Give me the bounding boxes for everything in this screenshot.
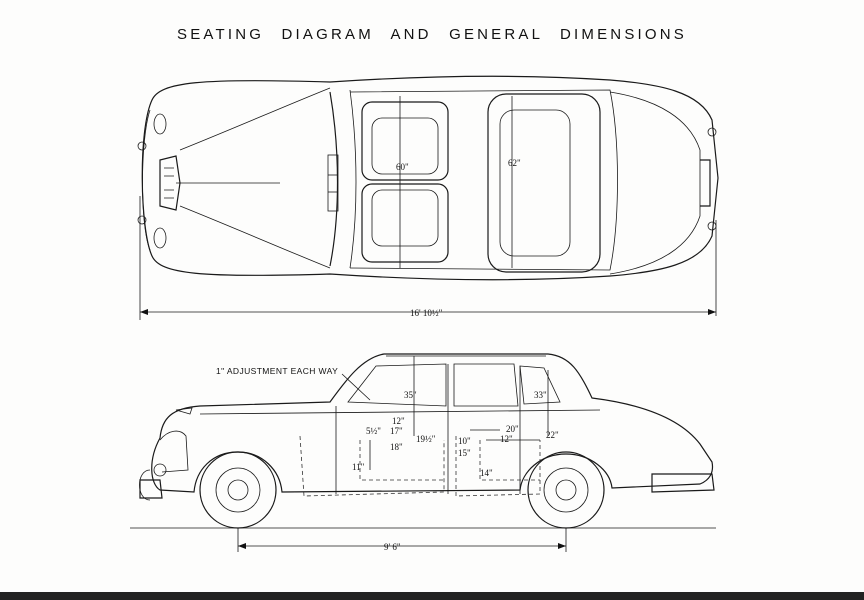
- dim-22: 22": [546, 430, 559, 440]
- wheelbase-dim: 9' 6": [384, 542, 401, 552]
- dim-20: 20": [506, 424, 519, 434]
- top-view-car: [138, 76, 718, 279]
- dim-12: 12": [392, 416, 405, 426]
- overall-length-dimension: [140, 196, 716, 320]
- adjustment-annotation: 1" ADJUSTMENT EACH WAY: [216, 366, 339, 376]
- headroom-front-dim: 35": [404, 390, 417, 400]
- rear-seat-width-dim: 62": [508, 158, 521, 168]
- dim-11: 11": [352, 462, 365, 472]
- overall-length-dim: 16' 10½": [410, 308, 443, 318]
- page-title: SEATING DIAGRAM AND GENERAL DIMENSIONS: [177, 26, 687, 43]
- dim-18: 18": [390, 442, 403, 452]
- dim-15: 15": [458, 448, 471, 458]
- headroom-rear-dim: 33": [534, 390, 547, 400]
- page-edge: [0, 592, 864, 600]
- dim-10: 10": [458, 436, 471, 446]
- dim-5-half: 5½": [366, 426, 381, 436]
- dim-14: 14": [480, 468, 493, 478]
- front-seat-width-dim: 60": [396, 162, 409, 172]
- dim-19-half: 19½": [416, 434, 436, 444]
- dim-12-rear: 12": [500, 434, 513, 444]
- wheelbase-dimension: [238, 528, 566, 552]
- dim-17: 17": [390, 426, 403, 436]
